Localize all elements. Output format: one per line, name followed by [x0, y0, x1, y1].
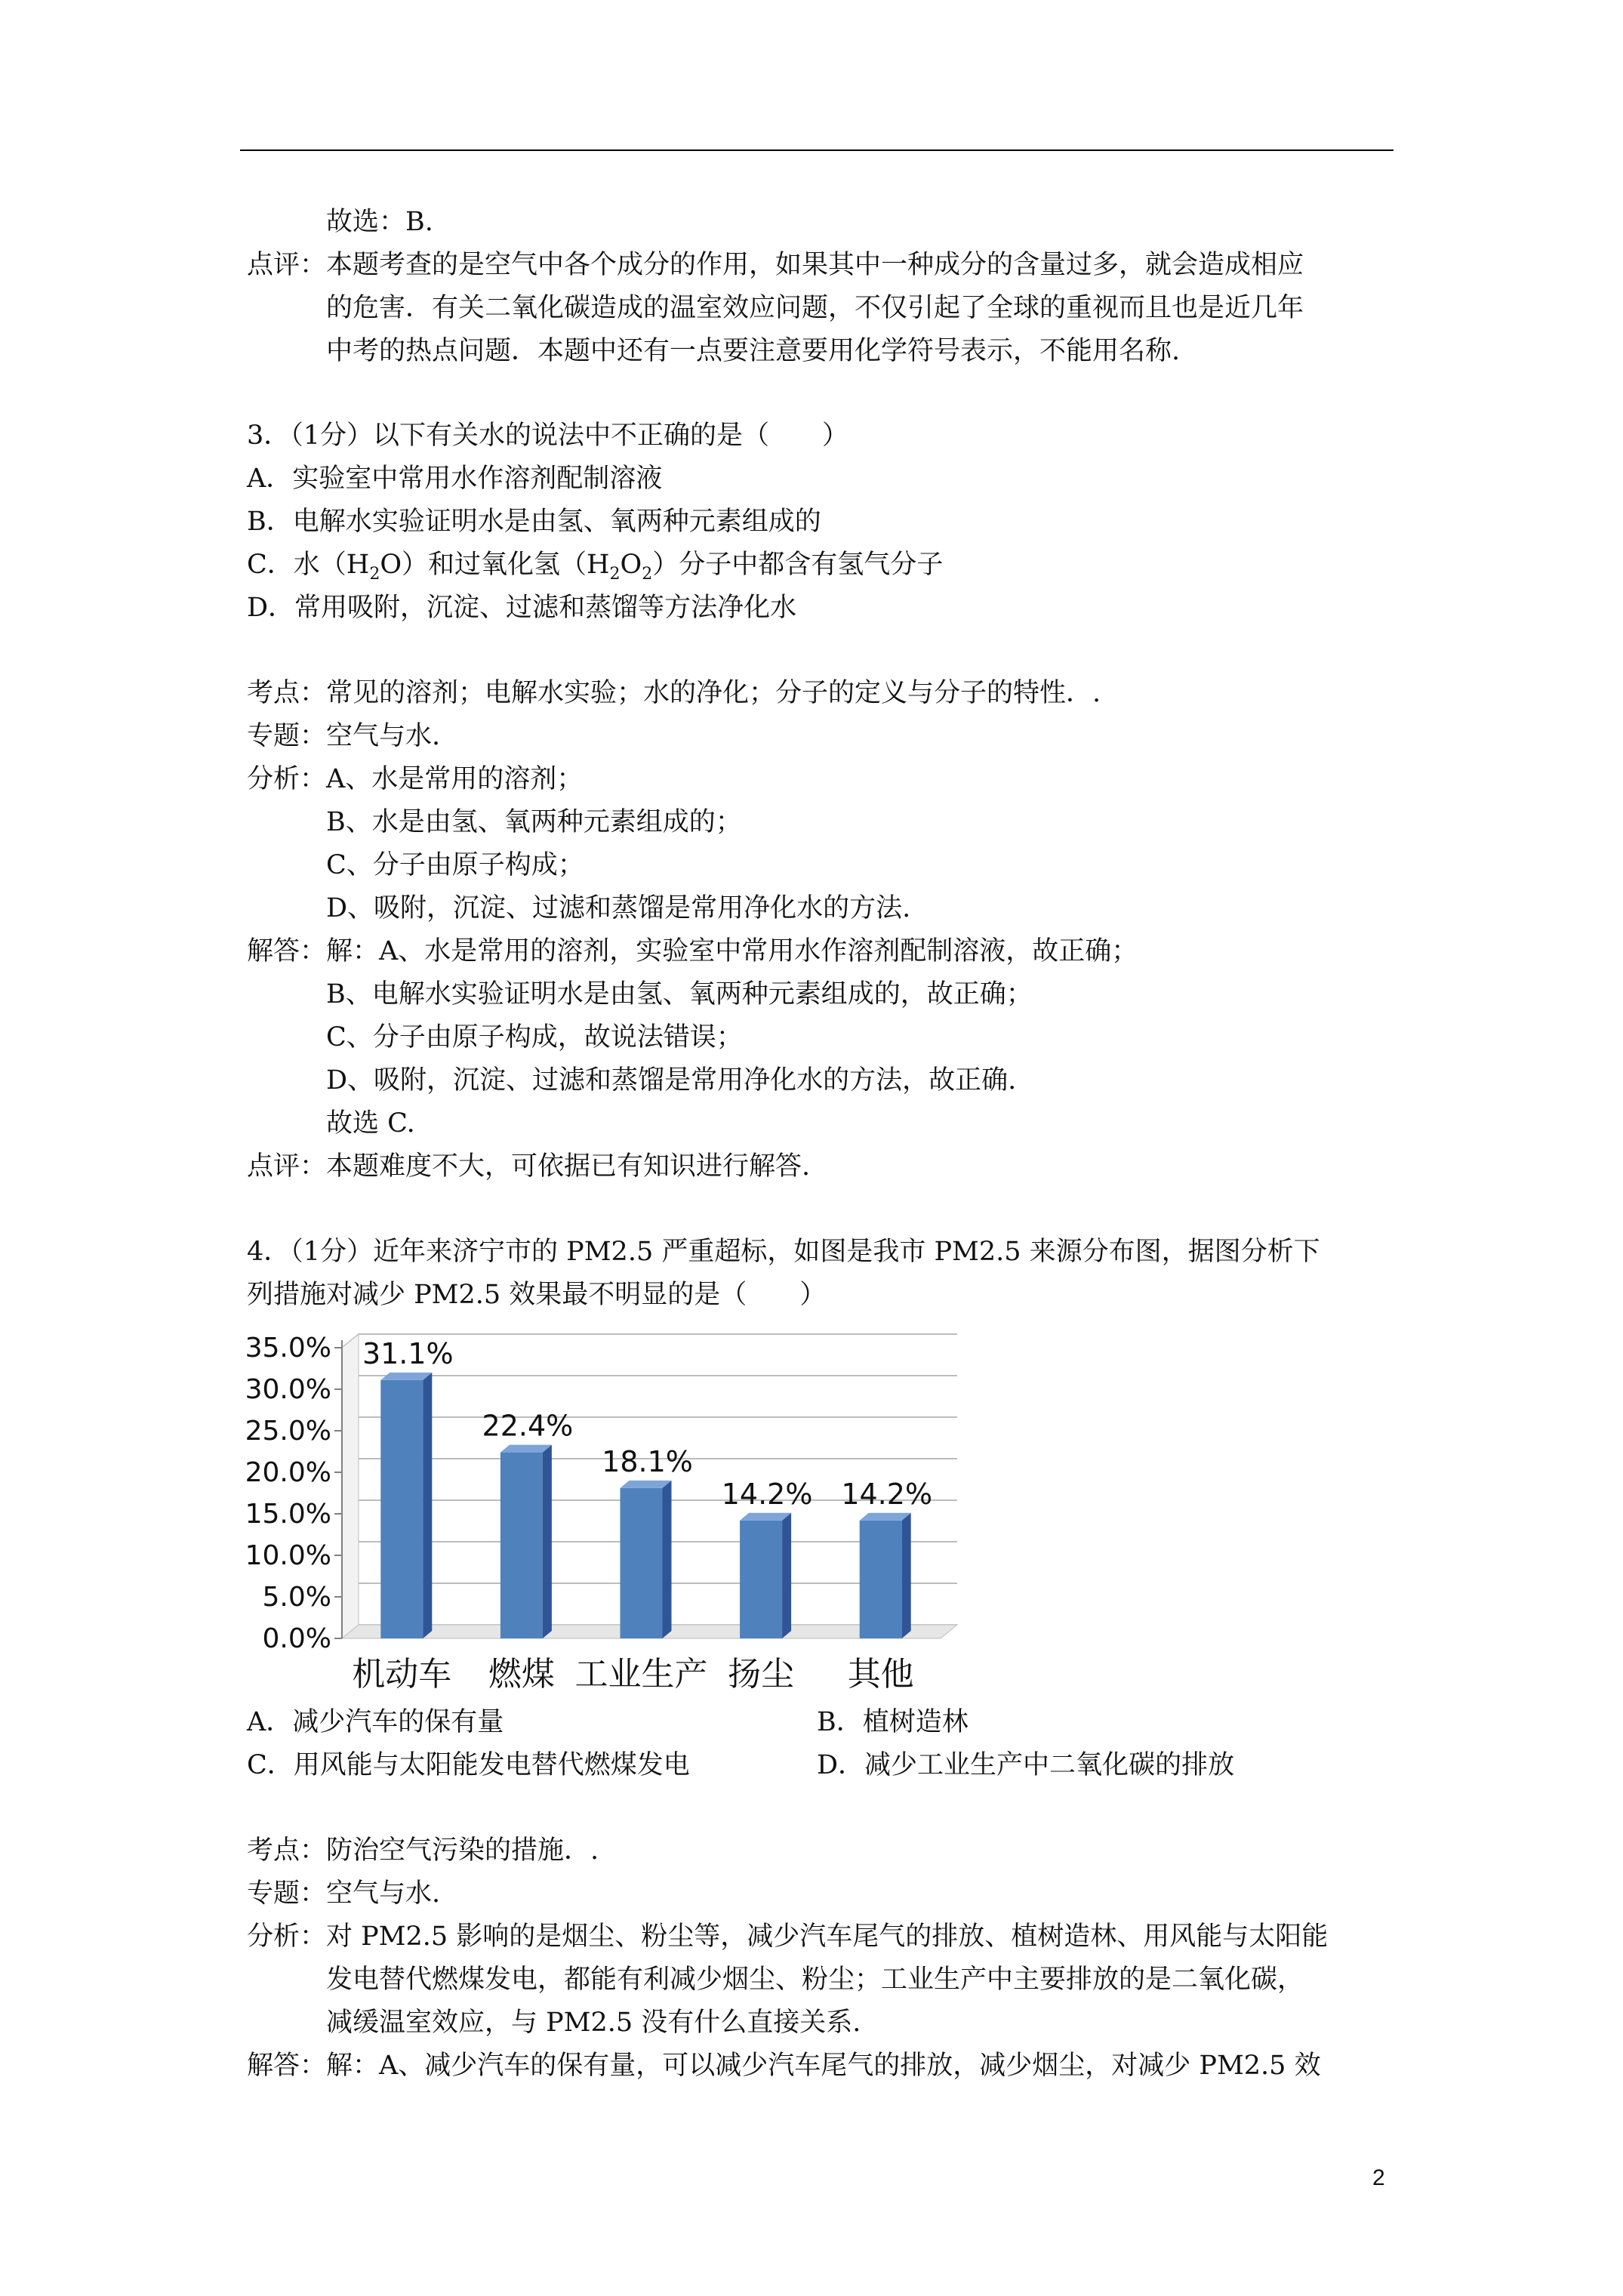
- bar-side: [782, 1513, 791, 1638]
- y-tick-label: 25.0%: [245, 1416, 331, 1447]
- question-4-line1: 4．（1分）近年来济宁市的 PM2.5 严重超标，如图是我市 PM2.5 来源分布图，据图分析下: [247, 1237, 1320, 1267]
- bar-side: [902, 1513, 911, 1638]
- q3c-text-1: C．水（H: [247, 550, 370, 580]
- bar-value-label: 31.1%: [362, 1336, 454, 1370]
- category-label: 燃煤: [488, 1655, 555, 1693]
- category-label: 其他: [847, 1655, 914, 1693]
- q4-option-c: C．用风能与太阳能发电替代燃煤发电: [247, 1750, 690, 1780]
- bar-front: [621, 1488, 663, 1638]
- q3-solution-a: 解答：解：A、水是常用的溶剂，实验室中常用水作溶剂配制溶液，故正确；: [247, 936, 1138, 966]
- category-label: 工业生产: [574, 1655, 708, 1693]
- q3c-text-2: O）和过氧化氢（H: [380, 550, 610, 580]
- q4-topic: 专题：空气与水.: [247, 1878, 441, 1909]
- q3-knowledge-point: 考点：常见的溶剂；电解水实验；水的净化；分子的定义与分子的特性．.: [247, 678, 1101, 708]
- chart-bars: [380, 1373, 910, 1638]
- category-label: 扬尘: [728, 1655, 795, 1693]
- q3-analysis-a: 分析：A、水是常用的溶剂；: [247, 764, 584, 794]
- bar-front: [860, 1521, 902, 1638]
- y-tick-label: 5.0%: [262, 1582, 331, 1613]
- q3-option-a: A．实验室中常用水作溶剂配制溶液: [247, 464, 663, 494]
- q3-option-b: B．电解水实验证明水是由氢、氧两种元素组成的: [247, 507, 821, 537]
- bar-value-label: 18.1%: [602, 1444, 693, 1478]
- q4-analysis-line1: 分析：对 PM2.5 影响的是烟尘、粉尘等，减少汽车尾气的排放、植树造林、用风能与太阳能: [247, 1922, 1329, 1952]
- y-tick-label: 20.0%: [245, 1457, 331, 1488]
- q4-analysis-line2: 发电替代燃煤发电，都能有利减少烟尘、粉尘；工业生产中主要排放的是二氧化碳，: [326, 1965, 1304, 1995]
- q4-option-a: A．减少汽车的保有量: [247, 1707, 504, 1737]
- header-rule: [240, 149, 1394, 151]
- q3-analysis-d: D、吸附，沉淀、过滤和蒸馏是常用净化水的方法.: [326, 893, 911, 923]
- pm25-source-chart: [240, 1318, 980, 1703]
- bar-value-label: 22.4%: [482, 1409, 574, 1443]
- q3-solution-c: C、分子由原子构成，故说法错误；: [326, 1022, 743, 1052]
- bar-value-label: 14.2%: [841, 1477, 933, 1511]
- q3c-subscript-2: 2: [609, 565, 621, 584]
- q3c-subscript-1: 2: [369, 565, 380, 584]
- q3-answer: 故选 C.: [326, 1108, 415, 1139]
- comment-q2-line2: 的危害．有关二氧化碳造成的温室效应问题，不仅引起了全球的重视而且也是近几年: [326, 293, 1304, 323]
- bar-top: [380, 1373, 432, 1380]
- bar-side: [423, 1373, 432, 1638]
- bar-side: [663, 1481, 672, 1638]
- y-tick-label: 10.0%: [245, 1540, 331, 1571]
- bar-front: [740, 1521, 782, 1638]
- q3-solution-d: D、吸附，沉淀、过滤和蒸馏是常用净化水的方法，故正确.: [326, 1065, 1017, 1096]
- bar-front: [380, 1380, 423, 1638]
- category-label: 机动车: [352, 1655, 452, 1693]
- q3-option-c: [247, 548, 943, 585]
- comment-q2-line3: 中考的热点问题．本题中还有一点要注意要用化学符号表示，不能用名称.: [326, 336, 1181, 366]
- gridline: [342, 1417, 957, 1431]
- question-3: 3．（1分）以下有关水的说法中不正确的是（ ）: [247, 421, 849, 451]
- q3-solution-b: B、电解水实验证明水是由氢、氧两种元素组成的，故正确；: [326, 979, 1033, 1009]
- comment-q2-line1: 点评：本题考查的是空气中各个成分的作用，如果其中一种成分的含量过多，就会造成相应: [247, 250, 1304, 280]
- y-tick-label: 35.0%: [245, 1333, 331, 1364]
- q3c-subscript-3: 2: [642, 565, 653, 584]
- q4-analysis-line3: 减缓温室效应，与 PM2.5 没有什么直接关系.: [326, 2008, 861, 2038]
- y-tick-label: 15.0%: [245, 1499, 331, 1530]
- question-4-line2: 列措施对减少 PM2.5 效果最不明显的是（ ）: [247, 1280, 827, 1310]
- q3c-text-4: ）分子中都含有氢气分子: [652, 550, 944, 580]
- page-number: 2: [1372, 2165, 1385, 2190]
- q4-solution-a: 解答：解：A、减少汽车的保有量，可以减少汽车尾气的排放，减少烟尘，对减少 PM2.5 效: [247, 2051, 1321, 2081]
- y-tick-label: 0.0%: [262, 1623, 331, 1654]
- q3-comment: 点评：本题难度不大，可依据已有知识进行解答.: [247, 1151, 811, 1182]
- answer-choice-q2: 故选：B.: [326, 207, 433, 237]
- bar-value-label: 14.2%: [721, 1477, 813, 1511]
- y-tick-label: 30.0%: [245, 1374, 331, 1405]
- q4-option-b: B．植树造林: [817, 1707, 969, 1737]
- bar-top: [500, 1445, 552, 1453]
- gridline: [342, 1376, 957, 1389]
- bar-front: [500, 1453, 543, 1638]
- category-labels: [352, 1655, 913, 1693]
- bar-side: [543, 1445, 552, 1638]
- q3-analysis-c: C、分子由原子构成；: [326, 850, 584, 880]
- q3-analysis-b: B、水是由氢、氧两种元素组成的；: [326, 807, 742, 837]
- q3-topic: 专题：空气与水.: [247, 721, 441, 751]
- q4-option-d: D．减少工业生产中二氧化碳的排放: [817, 1750, 1235, 1780]
- chart-side-wall: [342, 1334, 359, 1638]
- q3c-text-3: O: [620, 550, 642, 580]
- y-tick-labels: [245, 1333, 331, 1654]
- q3-option-d: D．常用吸附，沉淀、过滤和蒸馏等方法净化水: [247, 593, 797, 623]
- q4-knowledge-point: 考点：防治空气污染的措施．.: [247, 1835, 599, 1866]
